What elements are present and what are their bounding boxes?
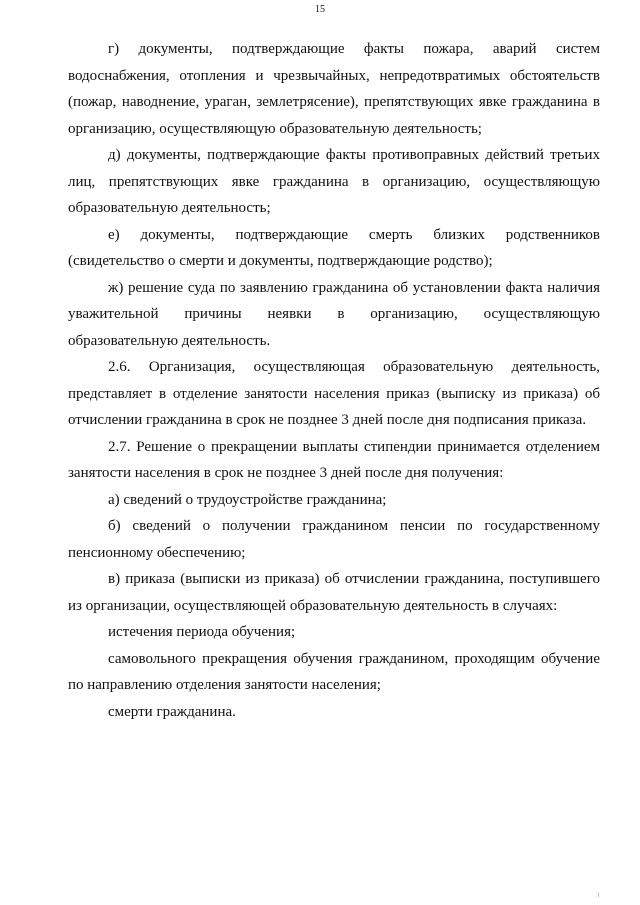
page-number: 15 (315, 4, 325, 15)
paragraph-2-6: 2.6. Организация, осуществляющая образовательную деятельность, представляет в отделение занятости населения приказ (выписку из приказа) об отчислении гражданина в срок не позднее 3 дней после дня подписания приказа. (68, 359, 600, 428)
paragraph-e: е) документы, подтверждающие смерть близких родственников (свидетельство о смерти и документы, подтверждающие родство); (68, 226, 600, 269)
document-body (68, 36, 600, 725)
paragraph-death: смерти гражданина. (108, 703, 236, 720)
paragraph-d: д) документы, подтверждающие факты противоправных действий третьих лиц, препятствующих явке гражданина в организацию, осуществляющую образовательную деятельность; (68, 147, 600, 216)
scan-mark (598, 893, 599, 897)
paragraph-b: б) сведений о получении гражданином пенсии по государственному пенсионному обеспечению; (68, 518, 600, 561)
paragraph-v: в) приказа (выписки из приказа) об отчислении гражданина, поступившего из организации, осуществляющей образовательную деятельность в случаях: (68, 571, 600, 614)
paragraph-a: а) сведений о трудоустройстве гражданина; (108, 491, 387, 508)
paragraph-self-termination: самовольного прекращения обучения гражданином, проходящим обучение по направлению отделения занятости населения; (68, 650, 600, 693)
paragraph-zh: ж) решение суда по заявлению гражданина об установлении факта наличия уважительной причины неявки в организацию, осуществляющую образовательную деятельность. (68, 279, 600, 349)
paragraph-2-7: 2.7. Решение о прекращении выплаты стипендии принимается отделением занятости населения в срок не позднее 3 дней после дня получения: (68, 438, 600, 481)
paragraph-g: г) документы, подтверждающие факты пожара, аварий систем водоснабжения, отопления и чрезвычайных, непредотвратимых обстоятельств (пожар, наводнение, ураган, землетрясение), препятствующих явке гражданина в организацию, осуществляющую образовательную деятельность; (68, 41, 600, 137)
paragraph-study-end: истечения периода обучения; (108, 624, 296, 640)
